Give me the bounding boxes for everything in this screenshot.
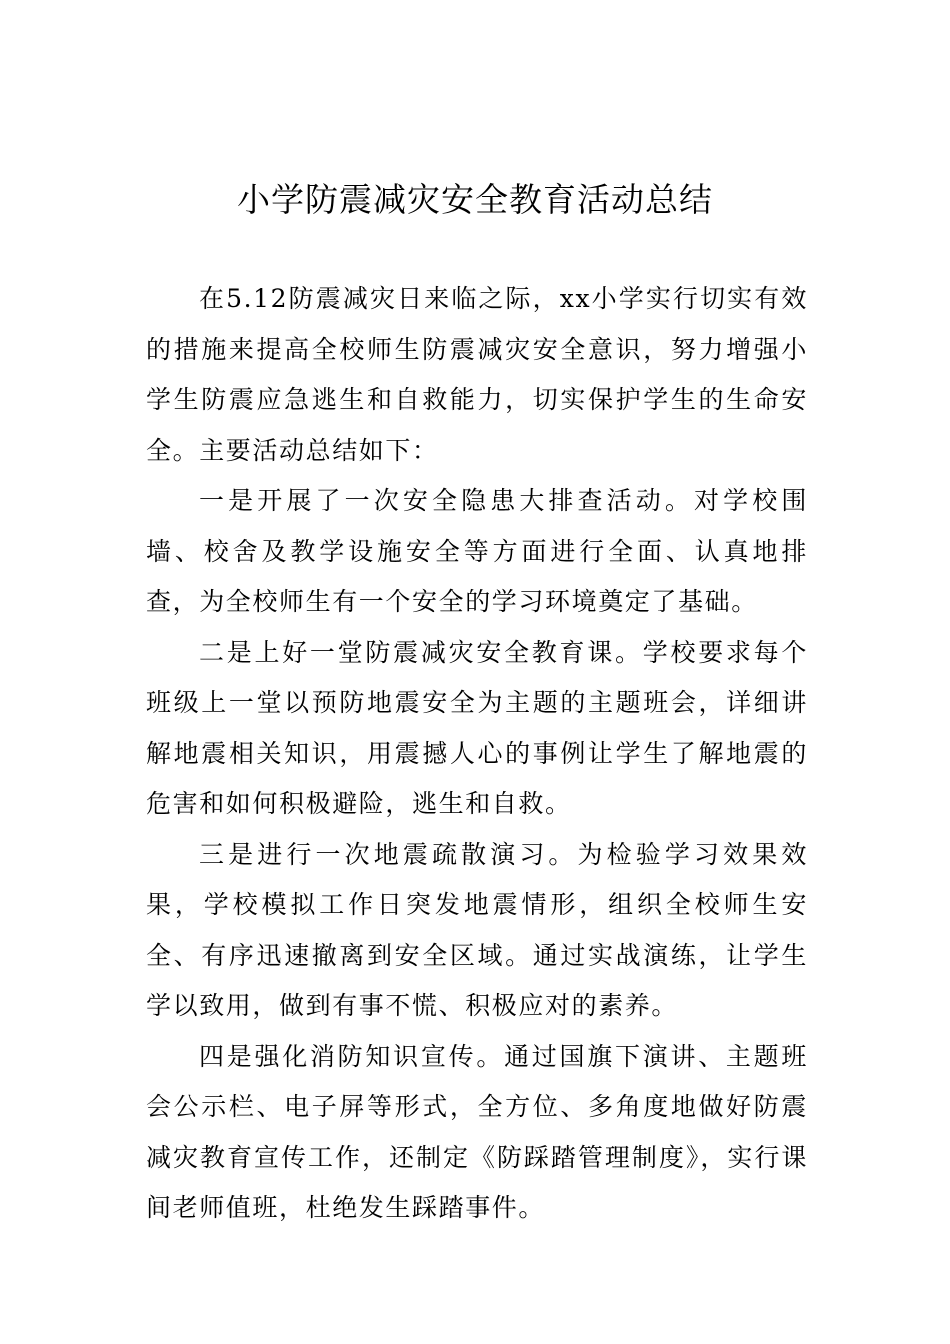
paragraph-item-4: 四是强化消防知识宣传。通过国旗下演讲、主题班会公示栏、电子屏等形式，全方位、多角度地做好防震减灾教育宣传工作，还制定《防踩踏管理制度》，实行课间老师值班，杜绝发生踩踏事件。 (146, 1041, 808, 1222)
paragraph-item-1: 一是开展了一次安全隐患大排查活动。对学校围墙、校舍及教学设施安全等方面进行全面、认真地排查，为全校师生有一个安全的学习环境奠定了基础。 (146, 486, 808, 616)
document-body (146, 274, 808, 1234)
paragraph-intro: 在5.12防震减灾日来临之际，xx小学实行切实有效的措施来提高全校师生防震减灾安全意识，努力增强小学生防震应急逃生和自救能力，切实保护学生的生命安全。主要活动总结如下： (146, 284, 808, 465)
paragraph-item-3: 三是进行一次地震疏散演习。为检验学习效果效果，学校模拟工作日突发地震情形，组织全校师生安全、有序迅速撤离到安全区域。通过实战演练，让学生学以致用，做到有事不慌、积极应对的素养。 (146, 839, 808, 1020)
document-title: 小学防震减灾安全教育活动总结 (237, 180, 713, 219)
paragraph-item-2: 二是上好一堂防震减灾安全教育课。学校要求每个班级上一堂以预防地震安全为主题的主题班会，详细讲解地震相关知识，用震撼人心的事例让学生了解地震的危害和如何积极避险，逃生和自救。 (146, 637, 808, 818)
